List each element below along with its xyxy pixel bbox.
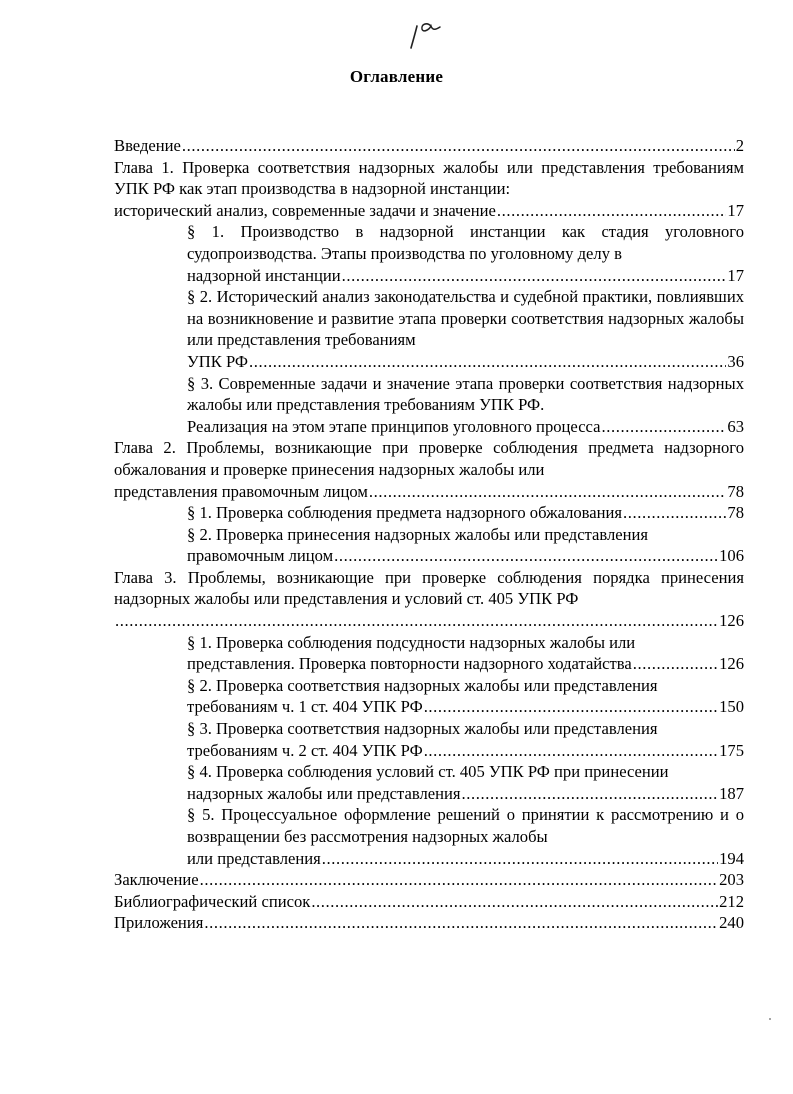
dot-leader — [497, 200, 727, 222]
dot-leader — [200, 869, 718, 891]
toc-entry-leader-line — [187, 740, 744, 762]
dot-leader — [602, 416, 727, 438]
toc-section-entry[interactable] — [187, 718, 744, 761]
dot-leader — [623, 502, 726, 524]
page-number: 78 — [727, 481, 744, 501]
toc-entry-last-line: Приложения — [114, 913, 204, 933]
toc-entry-leader-line — [187, 351, 744, 373]
toc-entry-text: § 5. Процессуальное оформление решений о принятии к рассмотрению и о возвращении без рассмотрения надзорных жалобы — [187, 805, 744, 846]
toc-chapter-entry[interactable] — [114, 157, 744, 222]
toc-entry-text: § 2. Проверка соответствия надзорных жалобы или представления — [187, 675, 658, 695]
dot-leader — [424, 696, 718, 718]
dot-leader — [115, 610, 718, 632]
toc-chapter-entry[interactable] — [114, 135, 744, 157]
toc-chapter-entry[interactable] — [114, 437, 744, 502]
toc-entry-leader-line — [114, 481, 744, 503]
toc-section-entry[interactable] — [187, 221, 744, 286]
toc-entry-leader-line — [187, 653, 744, 675]
page-number: 194 — [719, 848, 744, 868]
page-number: 106 — [719, 546, 744, 566]
toc-entry-last-line: § 1. Проверка соблюдения предмета надзорного обжалования — [187, 503, 623, 523]
dot-leader — [334, 545, 718, 567]
page-number: 187 — [719, 783, 744, 803]
toc-entry-text: Глава 2. Проблемы, возникающие при проверке соблюдения предмета надзорного обжалования и проверке принесения надзорных жалобы или — [114, 438, 744, 479]
toc-entry-text: § 1. Проверка соблюдения подсудности надзорных жалобы или — [187, 632, 636, 652]
toc-entry-last-line: надзорных жалобы или представления — [187, 783, 461, 803]
toc-entry-leader-line — [187, 696, 744, 718]
page-number: 240 — [719, 913, 744, 933]
toc-entry-last-line: требованиям ч. 1 ст. 404 УПК РФ — [187, 697, 423, 717]
table-of-contents — [114, 135, 744, 934]
scan-speck — [769, 1018, 771, 1020]
toc-section-entry[interactable] — [187, 502, 744, 524]
toc-title: Оглавление — [349, 67, 444, 86]
page-number: 150 — [719, 697, 744, 717]
toc-entry-text: Глава 3. Проблемы, возникающие при проверке соблюдения порядка принесения надзорных жалобы или представления и условий ст. 405 УПК РФ — [114, 567, 744, 609]
toc-section-entry[interactable] — [187, 524, 744, 567]
toc-section-entry[interactable] — [187, 804, 744, 869]
toc-entry-last-line: надзорной инстанции — [187, 265, 341, 285]
toc-entry-leader-line — [114, 869, 744, 891]
toc-chapter-entry[interactable] — [114, 912, 744, 934]
toc-entry-last-line: исторический анализ, современные задачи и значение — [114, 200, 496, 220]
toc-entry-last-line: Библиографический список — [114, 891, 311, 911]
toc-entry-last-line: требованиям ч. 2 ст. 404 УПК РФ — [187, 740, 423, 760]
toc-section-entry[interactable] — [187, 632, 744, 675]
toc-entry-text: Глава 1. Проверка соответствия надзорных жалобы или представления требованиям УПК РФ как этап производства в надзорной инстанции: — [114, 157, 744, 199]
dot-leader — [424, 740, 718, 762]
toc-entry-leader-line — [187, 545, 744, 567]
page-number: 203 — [719, 870, 744, 890]
toc-entry-leader-line — [187, 783, 744, 805]
dot-leader — [204, 912, 718, 934]
toc-entry-text: § 1. Производство в надзорной инстанции как стадия уголовного судопроизводства. Этапы производства по уголовному делу в — [187, 222, 744, 263]
toc-entry-last-line: представления. Проверка повторности надзорного ходатайства — [187, 654, 632, 674]
dot-leader — [633, 653, 718, 675]
toc-chapter-entry[interactable] — [114, 567, 744, 632]
dot-leader — [342, 265, 727, 287]
toc-entry-last-line: Введение — [114, 136, 181, 155]
toc-chapter-entry[interactable] — [114, 891, 744, 913]
toc-entry-last-line: УПК РФ — [187, 351, 249, 371]
dot-leader — [462, 783, 719, 805]
page-number: 175 — [719, 740, 744, 760]
toc-entry-leader-line — [114, 912, 744, 934]
toc-entry-text: § 3. Современные задачи и значение этапа проверки соответствия надзорных жалобы или представления требованиям УПК РФ. — [187, 373, 744, 415]
toc-entry-leader-line — [187, 848, 744, 870]
toc-entry-leader-line — [114, 610, 744, 632]
toc-section-entry[interactable] — [187, 286, 744, 372]
page-number: 63 — [727, 416, 744, 436]
page-number: 212 — [719, 891, 744, 911]
dot-leader — [369, 481, 726, 503]
toc-entry-leader-line — [114, 135, 744, 157]
toc-entry-text: § 2. Исторический анализ законодательства и судебной практики, повлиявших на возникновение и развитие этапа проверки соответствия надзорных жалобы или представления требованиям — [187, 287, 744, 350]
toc-entry-text: § 2. Проверка принесения надзорных жалобы или представления — [187, 524, 649, 544]
toc-entry-last-line: Реализация на этом этапе принципов уголовного процесса — [187, 416, 601, 436]
toc-entry-leader-line — [114, 891, 744, 913]
page-number: 17 — [727, 200, 744, 220]
toc-entry-leader-line — [187, 265, 744, 287]
toc-chapter-entry[interactable] — [114, 869, 744, 891]
toc-entry-last-line: представления правомочным лицом — [114, 481, 368, 501]
page-number: 126 — [719, 654, 744, 674]
page-number: 126 — [719, 611, 744, 631]
dot-leader — [249, 351, 726, 373]
toc-entry-text: § 4. Проверка соблюдения условий ст. 405 УПК РФ при принесении — [187, 762, 669, 782]
toc-entry-text: § 3. Проверка соответствия надзорных жалобы или представления — [187, 719, 658, 739]
handwritten-page-mark — [402, 14, 452, 54]
toc-entry-last-line: правомочным лицом — [187, 546, 334, 566]
page-number: 36 — [727, 351, 744, 371]
page-number: 2 — [735, 136, 744, 155]
page-number: 17 — [727, 265, 744, 285]
toc-entry-last-line: Заключение — [114, 870, 199, 890]
toc-section-entry[interactable] — [187, 761, 744, 804]
dot-leader — [182, 135, 735, 157]
toc-entry-last-line: или представления — [187, 848, 321, 868]
toc-section-entry[interactable] — [187, 373, 744, 438]
toc-entry-leader-line — [187, 502, 744, 524]
toc-entry-leader-line — [187, 416, 744, 438]
dot-leader — [311, 891, 718, 913]
dot-leader — [322, 848, 718, 870]
toc-section-entry[interactable] — [187, 675, 744, 718]
page-number: 78 — [727, 503, 744, 523]
toc-entry-leader-line — [114, 200, 744, 222]
